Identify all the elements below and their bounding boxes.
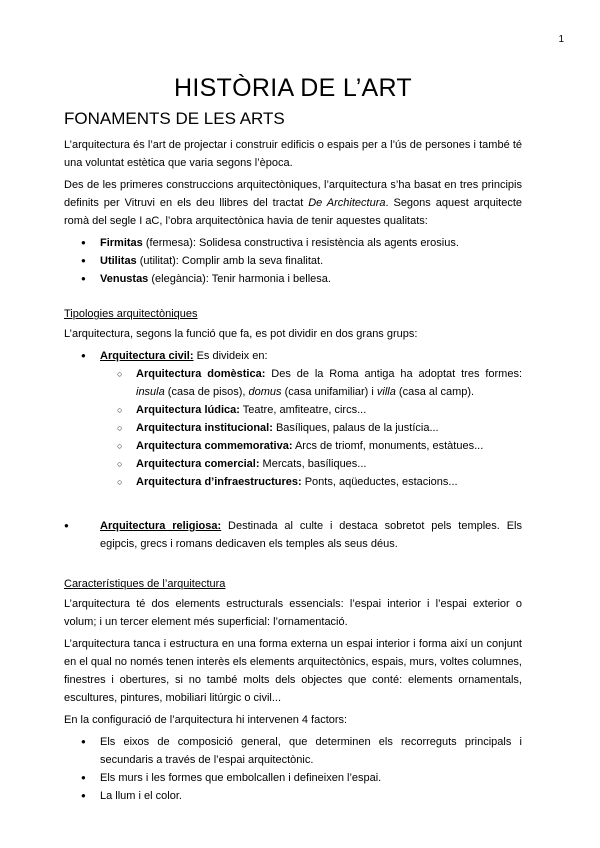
civil-item [64,347,522,365]
quality-term: Venustas [100,273,149,285]
domestic-text: (casa de pisos), [164,386,249,398]
insula-term: insula [136,386,165,398]
vitruvi-text-before: Des de les primeres construccions arquitectòniques, l’arquitectura s’ha basat en tres principis definits per Vitruvi en els deu llibres del tractat [64,179,522,209]
quality-desc: (fermesa): Solidesa constructiva i resistència als agents erosius. [142,237,459,249]
factors-list [64,733,522,805]
subtype-desc: Basíliques, palaus de la justícia... [272,422,439,434]
list-item [64,252,522,270]
subtype-label: Arquitectura commemorativa: [136,440,293,452]
domus-term: domus [248,386,282,398]
characteristics-p1: L’arquitectura té dos elements estructurals essencials: l’espai interior i l’espai exterior o volum; i un tercer element més superficial: l’ornamentació. [64,598,522,628]
quality-term: Utilitas [100,255,137,267]
treatise-title: De Architectura [308,197,386,209]
intro-paragraph: L’arquitectura és l’art de projectar i construir edificis o espais per a l’ús de persones i també té una voluntat estètica que varia segons l’època. [64,139,522,169]
domestic-text: (casa al camp). [395,386,475,398]
list-item [100,401,522,419]
subtype-desc: Mercats, basíliques... [259,458,367,470]
subtype-desc: Teatre, amfiteatre, circs... [239,404,367,416]
qualities-list [64,234,522,288]
subtype-label: Arquitectura d’infraestructures: [136,476,302,488]
quality-term: Firmitas [100,237,143,249]
domestic-text: Des de la Roma antiga ha adoptat tres formes: [265,368,523,380]
religious-item [64,517,522,553]
subtype-label: Arquitectura comercial: [136,458,260,470]
list-item [100,419,522,437]
list-item [64,270,522,288]
list-item: ● Els murs i les formes que embolcallen i defineixen l’espai. [64,769,522,787]
vitruvi-paragraph [64,176,522,230]
quality-desc: (utilitat): Complir amb la seva finalitat. [136,255,324,267]
list-item [100,365,522,401]
characteristics-p2: L’arquitectura tanca i estructura en una forma externa un espai interior i forma així un conjunt en el qual no només tenen interès els elements arquitectònics, espais, murs, voltes columnes, finestres i obertures, si no també molts dels objectes que conté: elements ornamentals, escultures, pintures, mobiliari litúrgic o civil... [64,638,522,704]
list-item [100,473,522,491]
civil-label: Arquitectura civil: [100,350,194,362]
religious-desc: Destinada al culte i destaca sobretot pels temples. Els egipcis, grecs i romans dedicaven els temples als seus déus. [100,520,522,550]
domestic-label: Arquitectura domèstica: [136,368,266,380]
section-title: FONAMENTS DE LES ARTS [64,109,285,128]
bullet-icon: ● [64,521,69,530]
typologies-intro: L’arquitectura, segons la funció que fa, es pot dividir en dos grans grups: [64,328,418,340]
civil-sublist [100,365,522,491]
subtype-label: Arquitectura lúdica: [136,404,240,416]
civil-desc: Es divideix en: [193,350,268,362]
religious-label: Arquitectura religiosa: [100,520,222,532]
page-number: 1 [558,34,564,45]
typologies-list [64,347,522,365]
list-item [64,234,522,252]
characteristics-heading: Característiques de l’arquitectura [64,578,226,590]
quality-desc: (elegància): Tenir harmonia i bellesa. [148,273,331,285]
list-item: ● Els eixos de composició general, que determinen els recorreguts principals i secundaris a través de l’espai arquitectònic. [64,733,522,769]
subtype-label: Arquitectura institucional: [136,422,273,434]
list-item [100,455,522,473]
characteristics-p3: En la configuració de l’arquitectura hi intervenen 4 factors: [64,714,348,726]
document-body [64,72,522,805]
subtype-desc: Arcs de triomf, monuments, estàtues... [292,440,484,452]
subtype-desc: Ponts, aqüeductes, estacions... [301,476,458,488]
list-item [100,437,522,455]
domestic-text: (casa unifamiliar) i [281,386,377,398]
page-title: HISTÒRIA DE L’ART [173,74,413,102]
list-item: ● La llum i el color. [64,787,522,805]
typologies-heading: Tipologies arquitectòniques [64,308,198,320]
vitruvi-text-after: . Segons aquest arquitecte romà del segle I aC, l’obra arquitectònica havia de tenir aquestes qualitats: [64,197,522,227]
villa-term: villa [376,386,396,398]
